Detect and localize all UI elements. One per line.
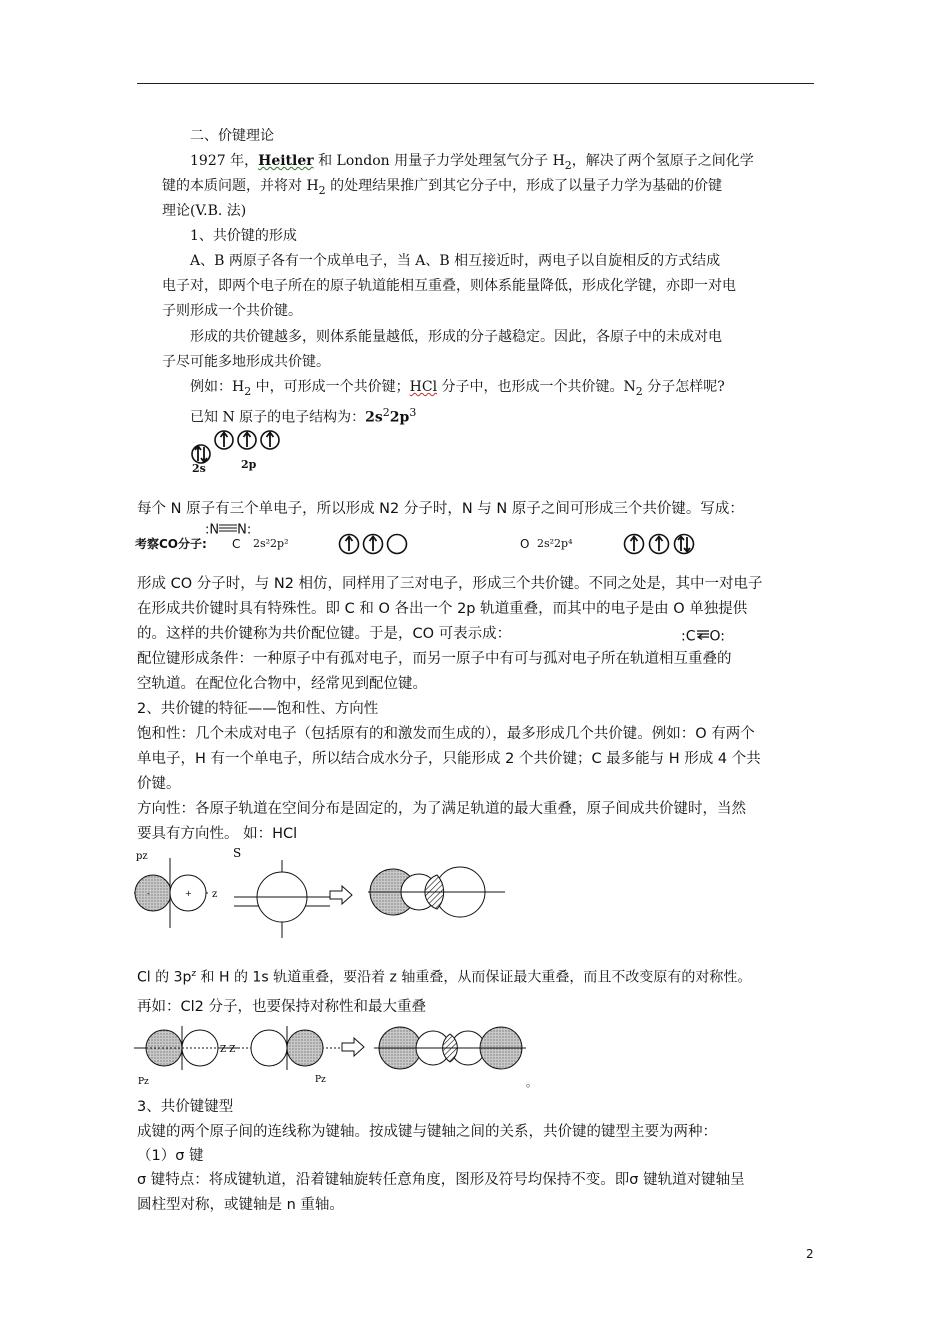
section-title: 二、价键理论 bbox=[190, 128, 274, 144]
co-text-line-1: 形成 CO 分子时，与 N2 相仿，同样用了三对电子，形成三个共价键。不同之处是，其中一对电子 bbox=[137, 576, 763, 592]
coord-condition-line-2: 空轨道。在配位化合物中，经常见到配位键。 bbox=[137, 676, 427, 692]
pz-left-label: Pz bbox=[138, 1077, 149, 1087]
c-orbital-1 bbox=[340, 535, 359, 554]
intro-line-2: 键的本质问题，并将对 $H_2$ 的处理结果推广到其它分子中，形成了以量子力学为基础的价键 bbox=[162, 178, 723, 197]
co-c-config: 2s²2p² bbox=[253, 537, 289, 550]
co-c-atom: C bbox=[232, 537, 241, 551]
bond-types-line-2: （1）σ 键 bbox=[137, 1148, 204, 1164]
subsection-3-title: 3、共价键键型 bbox=[137, 1099, 234, 1115]
subsection-2-title: 2、共价键的特征——饱和性、方向性 bbox=[137, 701, 379, 717]
o-orbital-1 bbox=[625, 535, 644, 554]
co-o-atom: O bbox=[520, 537, 530, 551]
cl2-text: 再如：Cl2 分子，也要保持对称性和最大重叠 bbox=[137, 999, 426, 1015]
pz-right-label: Pz bbox=[315, 1075, 326, 1085]
bond-types-line-4: 圆柱型对称，或键轴是 n 重轴。 bbox=[137, 1197, 344, 1213]
pz-orbital bbox=[134, 858, 217, 928]
page-number: 2 bbox=[806, 1247, 814, 1261]
co-text-line-3: 的。这样的共价键称为共价配位键。于是，CO 可表示成： bbox=[137, 626, 512, 642]
cl2-overlap-result bbox=[374, 1027, 526, 1069]
orbital-2s-paired bbox=[192, 445, 210, 463]
s-orbital bbox=[234, 860, 330, 938]
bond-types-line-1: 成键的两个原子间的连线称为键轴。按成键与键轴之间的关系，共价键的键型主要为两种： bbox=[137, 1124, 717, 1140]
orbital-2p-1 bbox=[215, 431, 233, 449]
hollow-arrow-icon bbox=[330, 886, 352, 904]
saturation-line-3: 价键。 bbox=[137, 776, 181, 792]
z-axis-label: Z Z bbox=[220, 1045, 236, 1055]
saturation-line-2: 单电子，H 有一个单电子，所以结合成水分子，只能形成 2 个共价键；C 最多能与 H 形成 4 个共 bbox=[137, 751, 761, 767]
hcl-overlap-figure bbox=[130, 840, 510, 952]
subsection-1-title: 1、共价键的形成 bbox=[190, 228, 297, 244]
n2-formula: :N N: bbox=[205, 522, 252, 538]
formation-line-1: A、B 两原子各有一个成单电子，当 A、B 相互接近时，两电子以自旋相反的方式结成 bbox=[190, 253, 721, 269]
label-2s: 2s bbox=[192, 462, 206, 475]
c-orbital-diagram bbox=[338, 532, 413, 556]
svg-text:-: - bbox=[147, 889, 150, 898]
co-o-config: 2s²2p⁴ bbox=[537, 537, 573, 550]
more-bonds-line-2: 子尽可能多地形成共价键。 bbox=[162, 354, 330, 370]
period-mark: 。 bbox=[526, 1076, 537, 1089]
pz-label: pz bbox=[136, 851, 148, 862]
hollow-arrow-icon-2 bbox=[342, 1038, 364, 1056]
n-orbital-diagram bbox=[185, 428, 295, 486]
example-line: 例如：$H_2$ 中，可形成一个共价键；HCl 分子中，也形成一个共价键。$N_2$ 分子怎样呢? bbox=[190, 379, 725, 398]
formation-line-3: 子则形成一个共价键。 bbox=[162, 303, 302, 319]
more-bonds-line-1: 形成的共价键越多，则体系能量越低，形成的分子越稳定。因此，各原子中的未成对电 bbox=[190, 329, 722, 345]
s-label: S bbox=[233, 846, 242, 860]
cl2-overlap-figure bbox=[130, 1024, 550, 1094]
bond-types-line-3: σ 键特点：将成键轨道，沿着键轴旋转任意角度，图形及符号均保持不变。即σ 键轨道对键轴呈 bbox=[137, 1172, 745, 1188]
c-orbital-empty bbox=[388, 535, 407, 554]
svg-text:+: + bbox=[185, 889, 192, 898]
o-orbital-2 bbox=[650, 535, 669, 554]
coord-condition-line-1: 配位键形成条件：一种原子中有孤对电子，而另一原子中有可与孤对电子所在轨道相互重叠的 bbox=[137, 651, 732, 667]
o-orbital-paired bbox=[675, 535, 694, 554]
co-formula: :C O: bbox=[681, 624, 725, 650]
o-orbital-diagram bbox=[622, 532, 702, 556]
orbital-2p-3 bbox=[261, 431, 279, 449]
formation-line-2: 电子对，即两个电子所在的原子轨道能相互重叠，则体系能量降低，形成化学键，亦即一对电 bbox=[162, 278, 736, 294]
z-label: z bbox=[212, 889, 218, 900]
co-label: 考察CO分子: bbox=[135, 537, 207, 551]
intro-line-1: 1927 年，Heitler 和 London 用量子力学处理氢气分子 $H_2$，解决了两个氢原子之间化学 bbox=[190, 153, 754, 172]
n-config-line: 已知 N 原子的电子结构为：$2s^22p^3$ bbox=[190, 406, 417, 426]
cl2-right-pz bbox=[242, 1026, 340, 1070]
coordinate-bond-arrow-icon bbox=[696, 624, 710, 649]
n2-line: 每个 N 原子有三个单电子，所以形成 N2 分子时，N 与 N 原子之间可形成三个共价键。写成： bbox=[137, 501, 744, 517]
intro-line-3: 理论(V.B. 法) bbox=[162, 203, 247, 219]
direction-line-2: 要具有方向性。 如：HCl bbox=[137, 826, 298, 842]
co-text-line-2: 在形成共价键时具有特殊性。即 C 和 O 各出一个 2p 轨道重叠，而其中的电子是由 O 单独提供 bbox=[137, 601, 748, 617]
hcl-text: Cl 的 $3p^z$ 和 H 的 1s 轨道重叠，要沿着 z 轴重叠，从而保证最大重叠，而且不改变原有的对称性。 bbox=[137, 969, 752, 986]
orbital-2p-2 bbox=[238, 431, 256, 449]
label-2p: 2p bbox=[241, 458, 257, 471]
c-orbital-2 bbox=[364, 535, 383, 554]
direction-line-1: 方向性：各原子轨道在空间分布是固定的，为了满足轨道的最大重叠，原子间成共价键时，当然 bbox=[137, 801, 746, 817]
hcl-overlap-result bbox=[368, 867, 505, 917]
saturation-line-1: 饱和性：几个未成对电子（包括原有的和激发而生成的），最多形成几个共价键。例如：O 有两个 bbox=[137, 726, 755, 742]
header-rule bbox=[137, 83, 814, 84]
